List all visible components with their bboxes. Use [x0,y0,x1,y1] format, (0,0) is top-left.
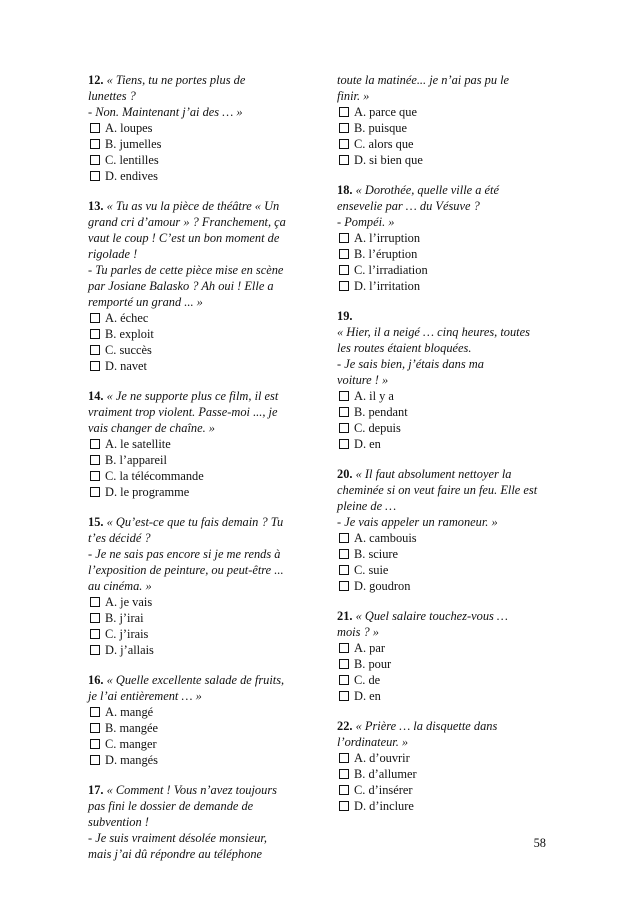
answer-choice-label: A. par [354,641,385,655]
answer-choice[interactable] [337,546,562,562]
question-line-text: « Hier, il a neigé … cinq heures, toutes [337,325,530,339]
answer-choice-label: C. j’irais [105,627,149,641]
answer-choice-label: D. en [354,689,381,703]
question-line [337,340,562,356]
answer-choice[interactable] [337,656,562,672]
question-line-text: les routes étaient bloquées. [337,341,472,355]
question-line-text: - Tu parles de cette pièce mise en scène [88,263,284,277]
answer-choice-label: D. d’inclure [354,799,414,813]
question-text [337,608,562,640]
answer-choice[interactable] [337,798,562,814]
answer-choice-label: A. mangé [105,705,154,719]
question-line-text: - Pompéi. » [337,215,395,229]
checkbox-icon[interactable] [90,123,100,133]
question-line-text: au cinéma. » [88,579,152,593]
question-line [88,830,313,846]
question-line-text: rigolade ! [88,247,138,261]
question-line-text: « Comment ! Vous n’avez toujours [106,783,277,797]
answer-choice-label: B. puisque [354,121,408,135]
question-line [88,230,313,246]
question-line [337,482,562,498]
answer-choice[interactable] [337,246,562,262]
checkbox-icon[interactable] [339,801,349,811]
answer-choice-label: A. parce que [354,105,417,119]
question-line [337,88,562,104]
answer-choice[interactable] [88,610,313,626]
answer-choice[interactable] [337,578,562,594]
answer-choice-label: D. mangés [105,753,158,767]
checkbox-icon[interactable] [339,391,349,401]
checkbox-icon[interactable] [339,659,349,669]
checkbox-icon[interactable] [90,645,100,655]
answer-choice-label: C. de [354,673,381,687]
question-line-text: « Quel salaire touchez-vous … [355,609,508,623]
question-line [88,404,313,420]
answer-choice-label: A. d’ouvrir [354,751,410,765]
question-line-text: « Prière … la disquette dans [355,719,498,733]
question-line [88,88,313,104]
question-number: 13. [88,199,104,213]
answer-choice-label: C. manger [105,737,157,751]
question-text [337,72,562,104]
answer-choice-label: D. le programme [105,485,190,499]
question-line-text: cheminée si on veut faire un feu. Elle est [337,483,538,497]
checkbox-icon[interactable] [339,785,349,795]
checkbox-icon[interactable] [90,361,100,371]
answer-choice-label: D. navet [105,359,147,373]
answer-choice[interactable] [337,436,562,452]
checkbox-icon[interactable] [339,549,349,559]
answer-choice[interactable] [337,278,562,294]
answer-choice-label: A. échec [105,311,149,325]
question-line [88,530,313,546]
checkbox-icon[interactable] [339,281,349,291]
question-line-text: t’es décidé ? [88,531,151,545]
answer-choice[interactable] [337,404,562,420]
question-line-text: je l’ai entièrement … » [88,689,202,703]
question-text [88,782,313,862]
question-line-text: - Je sais bien, j’étais dans ma [337,357,484,371]
question-line [337,198,562,214]
question-line [88,420,313,436]
answer-choice-label: D. l’irritation [354,279,421,293]
checkbox-icon[interactable] [90,613,100,623]
answer-choice[interactable] [88,642,313,658]
question-text [88,514,313,594]
checkbox-icon[interactable] [90,345,100,355]
answer-choice[interactable] [88,120,313,136]
question-line-text: grand cri d’amour » ? Franchement, ça [88,215,286,229]
question-line [88,546,313,562]
question-number: 17. [88,783,104,797]
checkbox-icon[interactable] [90,471,100,481]
question-line [88,814,313,830]
question-line-text: toute la matinée... je n’ai pas pu le [337,73,510,87]
question-line [88,798,313,814]
answer-choice[interactable] [88,436,313,452]
checkbox-icon[interactable] [339,675,349,685]
checkbox-icon[interactable] [339,139,349,149]
answer-choice[interactable] [337,420,562,436]
checkbox-icon[interactable] [90,171,100,181]
question-item [337,308,562,452]
question-line [88,388,313,404]
question-line [337,734,562,750]
answer-choice-label: A. l’irruption [354,231,421,245]
question-text [88,198,313,310]
checkbox-icon[interactable] [339,265,349,275]
answer-choice[interactable] [337,688,562,704]
question-number: 20. [337,467,353,481]
question-line-text: l’exposition de peinture, ou peut-être ... [88,563,284,577]
answer-choice-label: B. d’allumer [354,767,417,781]
question-text [88,72,313,120]
question-line [337,72,562,88]
checkbox-icon[interactable] [90,313,100,323]
question-line [337,624,562,640]
question-line [337,324,562,340]
answer-choice-label: C. d’insérer [354,783,413,797]
question-line [88,846,313,862]
question-line-text: vais changer de chaîne. » [88,421,215,435]
answer-choice[interactable] [337,388,562,404]
question-line-text: « Tu as vu la pièce de théâtre « Un [106,199,280,213]
question-line [88,782,313,798]
question-item [88,672,313,768]
question-line [337,514,562,530]
question-line-text: « Qu’est-ce que tu fais demain ? Tu [106,515,284,529]
answer-choice[interactable] [337,782,562,798]
answer-choice-label: A. loupes [105,121,153,135]
answer-choice[interactable] [337,766,562,782]
checkbox-icon[interactable] [90,329,100,339]
answer-choice-label: D. j’allais [105,643,154,657]
answer-choice[interactable] [88,720,313,736]
checkbox-icon[interactable] [339,233,349,243]
checkbox-icon[interactable] [90,439,100,449]
answer-choice-label: B. mangée [105,721,158,735]
answer-choice[interactable] [337,120,562,136]
question-item [337,466,562,594]
answer-choice-label: D. en [354,437,381,451]
question-line-text: finir. » [337,89,370,103]
question-line-text: - Non. Maintenant j’ai des … » [88,105,243,119]
checkbox-icon[interactable] [339,423,349,433]
question-line-text: - Je vais appeler un ramoneur. » [337,515,498,529]
answer-choice-label: C. l’irradiation [354,263,428,277]
question-item [88,72,313,184]
answer-choice-label: D. si bien que [354,153,423,167]
answer-choice-label: A. cambouis [354,531,417,545]
question-line-text: « Je ne supporte plus ce film, il est [106,389,279,403]
question-text [88,388,313,436]
question-line-text: mois ? » [337,625,379,639]
left-column [88,72,313,876]
question-text [337,718,562,750]
answer-choice-label: C. suie [354,563,389,577]
answer-choice-label: D. goudron [354,579,411,593]
question-item [88,388,313,500]
question-text [337,308,562,388]
answer-choice[interactable] [337,136,562,152]
answer-choice-label: C. depuis [354,421,401,435]
answer-choice[interactable] [88,452,313,468]
page-number: 58 [533,836,546,850]
checkbox-icon[interactable] [90,455,100,465]
question-line-text: vaut le coup ! C’est un bon moment de [88,231,280,245]
question-line [88,688,313,704]
checkbox-icon[interactable] [90,629,100,639]
answer-choice[interactable] [88,342,313,358]
checkbox-icon[interactable] [90,597,100,607]
checkbox-icon[interactable] [90,723,100,733]
question-line-text: « Dorothée, quelle ville a été [355,183,499,197]
question-line-text: ensevelie par … du Vésuve ? [337,199,480,213]
question-line [88,578,313,594]
question-text [337,466,562,530]
answer-choice-label: A. il y a [354,389,394,403]
question-item [88,198,313,374]
checkbox-icon[interactable] [339,691,349,701]
question-item [337,718,562,814]
checkbox-icon[interactable] [339,753,349,763]
question-number: 19. [337,309,353,323]
answer-choice-label: B. jumelles [105,137,162,151]
question-number: 16. [88,673,104,687]
answer-choice[interactable] [88,594,313,610]
answer-choice[interactable] [88,704,313,720]
question-line-text: - Je ne sais pas encore si je me rends à [88,547,281,561]
answer-choice[interactable] [337,562,562,578]
checkbox-icon[interactable] [339,439,349,449]
question-line [88,198,313,214]
answer-choice-label: B. sciure [354,547,399,561]
checkbox-icon[interactable] [90,139,100,149]
question-line-text: l’ordinateur. » [337,735,409,749]
checkbox-icon[interactable] [90,739,100,749]
question-line-text: pleine de … [337,499,397,513]
checkbox-icon[interactable] [90,155,100,165]
question-line [88,72,313,88]
answer-choice-label: C. lentilles [105,153,159,167]
answer-choice[interactable] [88,152,313,168]
answer-choice-label: A. je vais [105,595,153,609]
checkbox-icon[interactable] [90,487,100,497]
question-line-text: voiture ! » [337,373,389,387]
answer-choice[interactable] [337,750,562,766]
answer-choice[interactable] [337,152,562,168]
question-text [88,672,313,704]
question-number: 21. [337,609,353,623]
checkbox-icon[interactable] [339,565,349,575]
question-line-text: vraiment trop violent. Passe-moi ..., je [88,405,278,419]
answer-choice[interactable] [88,310,313,326]
answer-choice-label: B. j’irai [105,611,144,625]
question-line [337,608,562,624]
checkbox-icon[interactable] [90,707,100,717]
answer-choice[interactable] [88,168,313,184]
answer-choice[interactable] [88,752,313,768]
question-line [88,262,313,278]
answer-choice[interactable] [337,104,562,120]
question-line-text: - Je suis vraiment désolée monsieur, [88,831,267,845]
checkbox-icon[interactable] [339,407,349,417]
checkbox-icon[interactable] [339,643,349,653]
checkbox-icon[interactable] [339,249,349,259]
question-line [337,466,562,482]
question-line [337,718,562,734]
checkbox-icon[interactable] [339,107,349,117]
question-line [88,562,313,578]
answer-choice-label: C. alors que [354,137,414,151]
answer-choice-label: B. pour [354,657,392,671]
question-line [88,294,313,310]
question-text [337,182,562,230]
checkbox-icon[interactable] [339,155,349,165]
question-line-text: « Tiens, tu ne portes plus de [106,73,246,87]
checkbox-icon[interactable] [339,581,349,591]
question-number: 12. [88,73,104,87]
answer-choice[interactable] [337,640,562,656]
question-line [88,672,313,688]
question-line [337,214,562,230]
answer-choice[interactable] [88,136,313,152]
question-line [337,182,562,198]
question-line [88,514,313,530]
question-line [337,372,562,388]
answer-choice-label: A. le satellite [105,437,171,451]
question-number: 18. [337,183,353,197]
question-line-text: par Josiane Balasko ? Ah oui ! Elle a [88,279,274,293]
question-item [337,72,562,168]
right-column [337,72,562,828]
answer-choice[interactable] [337,230,562,246]
question-number: 14. [88,389,104,403]
question-line [337,356,562,372]
question-line [337,308,562,324]
question-line [337,498,562,514]
answer-choice[interactable] [337,262,562,278]
question-line-text: « Quelle excellente salade de fruits, [106,673,285,687]
answer-choice[interactable] [337,672,562,688]
answer-choice[interactable] [337,530,562,546]
answer-choice-label: D. endives [105,169,158,183]
answer-choice-label: B. exploit [105,327,154,341]
answer-choice[interactable] [88,484,313,500]
answer-choice[interactable] [88,326,313,342]
question-item [337,182,562,294]
question-line-text: remporté un grand ... » [88,295,203,309]
checkbox-icon[interactable] [339,123,349,133]
checkbox-icon[interactable] [339,769,349,779]
question-number: 15. [88,515,104,529]
question-line [88,104,313,120]
question-item [88,514,313,658]
question-line-text: subvention ! [88,815,149,829]
answer-choice-label: C. la télécommande [105,469,204,483]
question-number: 22. [337,719,353,733]
answer-choice[interactable] [88,358,313,374]
question-line-text: « Il faut absolument nettoyer la [355,467,512,481]
answer-choice-label: B. pendant [354,405,408,419]
question-line [88,214,313,230]
question-line-text: lunettes ? [88,89,136,103]
question-item [88,782,313,862]
answer-choice[interactable] [88,468,313,484]
question-line [88,246,313,262]
question-line-text: mais j’ai dû répondre au téléphone [88,847,263,861]
question-line-text: pas fini le dossier de demande de [88,799,254,813]
answer-choice[interactable] [88,736,313,752]
checkbox-icon[interactable] [90,755,100,765]
question-item [337,608,562,704]
answer-choice-label: C. succès [105,343,152,357]
answer-choice-label: B. l’appareil [105,453,167,467]
answer-choice[interactable] [88,626,313,642]
question-line [88,278,313,294]
checkbox-icon[interactable] [339,533,349,543]
answer-choice-label: B. l’éruption [354,247,418,261]
